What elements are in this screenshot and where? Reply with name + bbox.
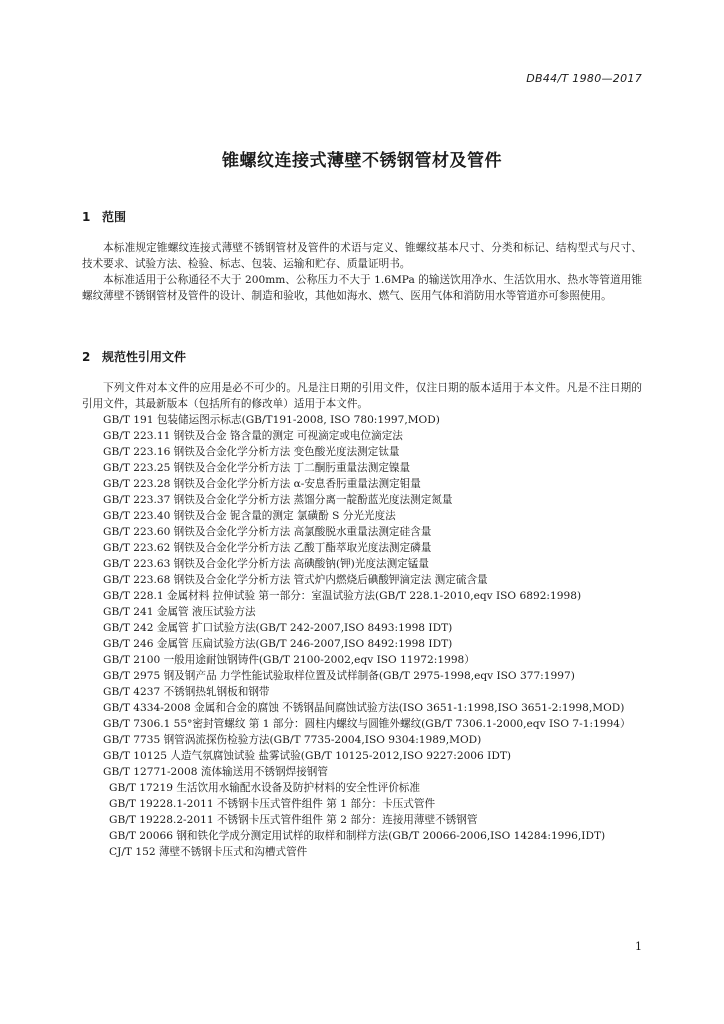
reference-item: GB/T 228.1 金属材料 拉伸试验 第一部分：室温试验方法(GB/T 228.1-2010,eqv ISO 6892:1998) [103,590,582,602]
reference-item: GB/T 7735 钢管涡流探伤检验方法(GB/T 7735-2004,ISO 9304:1989,MOD) [103,734,482,746]
reference-item: GB/T 12771-2008 流体输送用不锈钢焊接钢管 [103,766,328,778]
section-1-title: 范围 [102,210,127,224]
reference-item: GB/T 223.62 钢铁及合金化学分析方法 乙酸丁酯萃取光度法测定磷量 [103,542,432,554]
reference-item: GB/T 241 金属管 液压试验方法 [103,606,256,618]
reference-item: CJ/T 152 薄壁不锈钢卡压式和沟槽式管件 [109,846,308,858]
reference-item: GB/T 223.37 钢铁及合金化学分析方法 蒸馏分离一靛酚蓝光度法测定氮量 [103,494,453,506]
reference-item: GB/T 20066 钢和铁化学成分测定用试样的取样和制样方法(GB/T 20066-2006,ISO 14284:1996,IDT) [109,830,606,842]
reference-item: GB/T 4237 不锈钢热轧钢板和钢带 [103,686,270,698]
reference-item: GB/T 223.40 钢铁及合金 铌含量的测定 氯磺酚 S 分光光度法 [103,510,396,522]
reference-item: GB/T 246 金属管 压扁试验方法(GB/T 246-2007,ISO 8492:1998 IDT) [103,638,453,650]
reference-item: GB/T 191 包装储运图示标志(GB/T191-2008, ISO 780:1997,MOD) [103,414,440,426]
section-2-heading [82,348,186,365]
section-2-intro: 下列文件对本文件的应用是必不可少的。凡是注日期的引用文件，仅注日期的版本适用于本文件。凡是不注日期的引用文件，其最新版本（包括所有的修改单）适用于本文件。 [82,382,642,410]
reference-item: GB/T 223.63 钢铁及合金化学分析方法 高碘酸钠(钾)光度法测定锰量 [103,558,429,570]
reference-item: GB/T 2100 一般用途耐蚀钢铸件(GB/T 2100-2002,eqv ISO 11972:1998） [103,654,475,666]
reference-item: GB/T 223.68 钢铁及合金化学分析方法 管式炉内燃烧后碘酸钾滴定法 测定硫含量 [103,574,488,586]
reference-item: GB/T 223.60 钢铁及合金化学分析方法 高氯酸脱水重量法测定硅含量 [103,526,432,538]
section-2-number: 2 [82,350,91,364]
reference-item: GB/T 223.28 钢铁及合金化学分析方法 α-安息香肟重量法测定钼量 [103,478,421,490]
reference-item: GB/T 17219 生活饮用水输配水设备及防护材料的安全性评价标准 [109,782,420,794]
reference-item: GB/T 223.11 钢铁及合金 铬含量的测定 可视滴定或电位滴定法 [103,430,403,442]
reference-item: GB/T 223.16 钢铁及合金化学分析方法 变色酸光度法测定钛量 [103,446,400,458]
section-1-heading [82,208,126,225]
reference-item: GB/T 2975 钢及钢产品 力学性能试验取样位置及试样制备(GB/T 2975-1998,eqv ISO 377:1997) [103,670,575,682]
reference-item: GB/T 7306.1 55°密封管螺纹 第 1 部分：圆柱内螺纹与圆锥外螺纹(GB/T 7306.1-2000,eqv ISO 7-1:1994） [103,718,631,730]
section-1-number: 1 [82,210,91,224]
reference-item: GB/T 10125 人造气氛腐蚀试验 盐雾试验(GB/T 10125-2012,ISO 9227:2006 IDT) [103,750,512,762]
reference-item: GB/T 223.25 钢铁及合金化学分析方法 丁二酮肟重量法测定镍量 [103,462,411,474]
section-2-title: 规范性引用文件 [102,350,187,364]
standard-code: DB44/T 1980—2017 [526,72,642,85]
reference-list [82,412,642,860]
section-1-paragraph-1: 本标准规定锥螺纹连接式薄壁不锈钢管材及管件的术语与定义、锥螺纹基本尺寸、分类和标记、结构型式与尺寸、技术要求、试验方法、检验、标志、包装、运输和贮存、质量证明书。 [82,242,642,270]
section-1-paragraph-2: 本标准适用于公称通径不大于 200mm、公称压力不大于 1.6MPa 的输送饮用净水、生活饮用水、热水等管道用锥螺纹薄壁不锈钢管材及管件的设计、制造和验收，其他如海水、燃气、医用气体和消防用水等管道亦可参照使用。 [82,274,642,302]
reference-item: GB/T 19228.1-2011 不锈钢卡压式管件组件 第 1 部分：卡压式管件 [109,798,436,810]
reference-item: GB/T 19228.2-2011 不锈钢卡压式管件组件 第 2 部分：连接用薄壁不锈钢管 [109,814,478,826]
reference-item: GB/T 242 金属管 扩口试验方法(GB/T 242-2007,ISO 8493:1998 IDT) [103,622,453,634]
reference-item: GB/T 4334-2008 金属和合金的腐蚀 不锈钢晶间腐蚀试验方法(ISO 3651-1:1998,ISO 3651-2:1998,MOD) [103,702,625,714]
document-title: 锥螺纹连接式薄壁不锈钢管材及管件 [222,151,502,171]
page-number: 1 [635,940,642,953]
